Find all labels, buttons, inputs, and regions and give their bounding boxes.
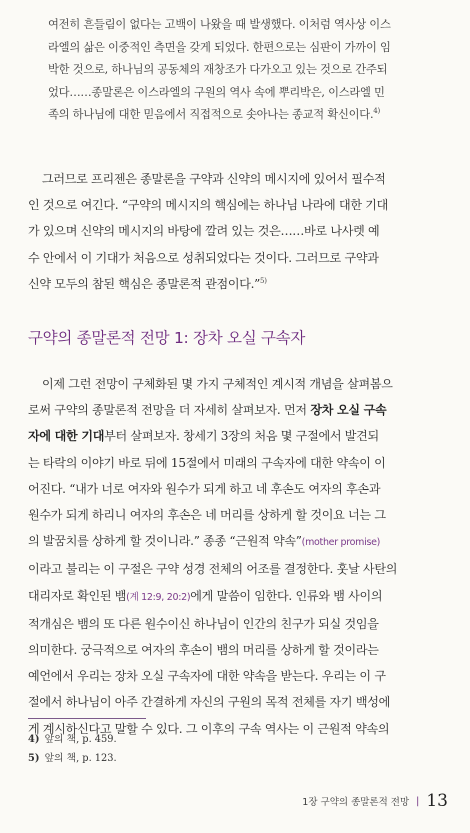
paragraph-line: 수 안에서 이 기대가 처음으로 성취되었다는 것이다. 그러므로 구약과	[28, 250, 379, 265]
paragraph-line-text: 로써 구약의 종말론적 전망을 더 자세히 살펴보자. 먼저	[28, 403, 311, 418]
paragraph-line: 인 것으로 여긴다. “구약의 메시지의 핵심에는 하나님 나라에 대한 기대	[28, 198, 389, 213]
section-heading: 구약의 종말론적 전망 1: 장차 오실 구속자	[28, 329, 306, 347]
english-term: (mother promise)	[301, 537, 381, 549]
page-number: 13	[426, 791, 448, 811]
paragraph-line: 게 계시하신다고 말할 수 있다. 그 이후의 구속 역사는 이 근원적 약속의	[28, 721, 390, 736]
footnote-divider	[28, 718, 146, 719]
footer-separator: |	[416, 795, 420, 807]
paragraph-line: 적개심은 뱀의 또 다른 원수이신 하나님이 인간의 친구가 되실 것임을	[28, 616, 379, 631]
bold-emphasis: 자에 대한 기대	[28, 429, 105, 444]
paragraph-line-text: 의 발꿈치를 상하게 할 것이니라.” 종종 “근원적 약속”	[28, 534, 302, 549]
scripture-reference: (계 12:9, 20:2)	[126, 591, 191, 603]
quote-line-text: 족의 하나님에 대한 믿음에서 직접적으로 솟아나는 종교적 확신이다.	[48, 108, 374, 121]
paragraph-line-text: 에게 말씀이 임한다. 인류와 뱀 사이의	[190, 588, 383, 603]
paragraph-line	[28, 397, 448, 423]
paragraph-line: 절에서 하나님이 아주 간결하게 자신의 구원의 목적 전체를 자기 백성에	[28, 695, 390, 710]
paragraph-line: 이제 그런 전망이 구체화된 몇 가지 구체적인 계시적 개념을 살펴봄으	[42, 377, 393, 391]
footnote-text: 앞의 책, p. 459.	[44, 734, 117, 745]
paragraph-line	[28, 271, 448, 297]
quote-line: 라엘의 삶은 이중적인 측면을 갖게 되었다. 한편으로는 심판이 가까이 임	[48, 40, 391, 54]
paragraph-line	[28, 583, 448, 611]
page-footer	[302, 791, 448, 811]
footnotes	[28, 730, 117, 768]
paragraph-2	[28, 371, 448, 742]
paragraph-line: 예언에서 우리는 장차 오실 구속자에 대한 약속을 받는다. 우리는 이 구	[28, 669, 386, 684]
footnote-ref-5[interactable]: 5)	[260, 276, 267, 285]
paragraph-line	[28, 423, 448, 449]
paragraph-line: 이라고 불리는 이 구절은 구약 성경 전체의 어조를 결정한다. 훗날 사탄의	[28, 562, 398, 577]
footnote-ref-4[interactable]: 4)	[373, 107, 380, 116]
paragraph-line	[28, 528, 448, 556]
paragraph-line-text: 부터 살펴보자. 창세기 3장의 처음 몇 구절에서 발견되	[104, 429, 379, 444]
paragraph-line: 가 있으며 신약의 메시지의 바탕에 깔려 있는 것은……바로 나사렛 예	[28, 224, 380, 239]
quote-line: 여전히 흔들림이 없다는 고백이 나왔을 때 발생했다. 이처럼 역사상 이스	[48, 18, 391, 31]
quote-line: 박한 것으로, 하나님의 공동체의 재창조가 다가오고 있는 것으로 간주되	[48, 63, 388, 76]
footnote-number: 5)	[28, 753, 40, 764]
footnote-item	[28, 730, 117, 749]
running-chapter-title: 1장 구약의 종말론적 전망	[302, 797, 410, 808]
footnote-item	[28, 749, 117, 768]
quote-line	[48, 104, 438, 127]
paragraph-line: 그러므로 프리젠은 종말론을 구약과 신약의 메시지에 있어서 필수적	[42, 172, 386, 186]
block-quote	[48, 14, 438, 127]
bold-emphasis: 장차 오실 구속	[310, 403, 387, 418]
quote-line: 었다……종말론은 이스라엘의 구원의 역사 속에 뿌리박은, 이스라엘 민	[48, 85, 385, 99]
paragraph-line: 는 타락의 이야기 바로 뒤에 15절에서 미래의 구속자에 대한 약속이 이	[28, 455, 386, 470]
paragraph-line-text: 대리자로 확인된 뱀	[28, 588, 127, 603]
footnote-text: 앞의 책, p. 123.	[44, 753, 117, 764]
paragraph-1	[28, 166, 448, 297]
paragraph-line: 어진다. “내가 너로 여자와 원수가 되게 하고 네 후손도 여자의 후손과	[28, 481, 381, 496]
paragraph-line-text: 신약 모두의 참된 핵심은 종말론적 관점이다.”	[28, 276, 261, 291]
paragraph-line: 원수가 되게 하리니 여자의 후손은 네 머리를 상하게 할 것이요 너는 그	[28, 508, 386, 523]
paragraph-line: 의미한다. 궁극적으로 여자의 후손이 뱀의 머리를 상하게 할 것이라는	[28, 643, 379, 658]
footnote-number: 4)	[28, 734, 40, 745]
